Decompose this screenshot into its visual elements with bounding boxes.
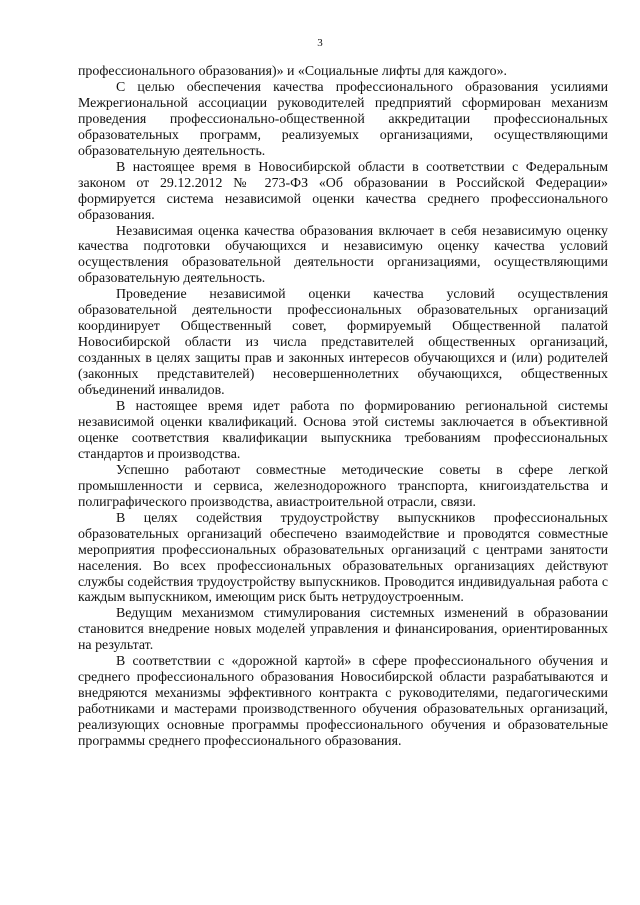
paragraph-accreditation: С целью обеспечения качества профессионального образования усилиями Межрегиональной ассоциации руководителей предприятий сформирован механизм проведения профессионально-общественной аккредитации профессиональных образовательных программ, реализуемых организациями, осуществляющими образовательную деятельность. [78,79,608,159]
paragraph-employment-assistance: В целях содействия трудоустройству выпускников профессиональных образовательных организаций обеспечено взаимодействие и проводятся совместные мероприятия профессиональных образовательных организаций с центрами занятости населения. Во всех профессиональных образовательных организациях действуют службы содействия трудоустройству выпускников. Проводится индивидуальная работа с каждым выпускником, имеющим риск быть нетрудоустроенным. [78,510,608,606]
paragraph-stimulation-mechanism: Ведущим механизмом стимулирования системных изменений в образовании становится внедрение новых моделей управления и финансирования, ориентированных на результат. [78,606,608,654]
paragraph-methodological-councils: Успешно работают совместные методические советы в сфере легкой промышленности и сервиса, железнодорожного транспорта, книгоиздательства и полиграфического производства, авиастроительной отрасли, связи. [78,462,608,510]
paragraph-independent-assessment-system: В настоящее время в Новосибирской области в соответствии с Федеральным законом от 29.12.2012 № 273-ФЗ «Об образовании в Российской Федерации» формируется система независимой оценки качества среднего профессионального образования. [78,159,608,223]
paragraph-public-council: Проведение независимой оценки качества условий осуществления образовательной деятельности профессиональных образовательных организаций координирует Общественный совет, формируемый Общественной палатой Новосибирской области из числа представителей общественных организаций, созданных в целях защиты прав и законных интересов обучающихся и (или) родителей (законных представителей) несовершеннолетних обучающихся, общественных объединений инвалидов. [78,287,608,399]
paragraph-qualifications-assessment: В настоящее время идет работа по формированию региональной системы независимой оценки квалификаций. Основа этой системы заключается в объективной оценке соответствия квалификации выпускника требованиям профессиональных стандартов и производства. [78,399,608,462]
paragraph-continuation: профессионального образования)» и «Социальные лифты для каждого». [78,64,508,79]
page-number: 3 [317,37,323,49]
paragraph-roadmap: В соответствии с «дорожной картой» в сфере профессионального обучения и среднего профессионального образования Новосибирской области разрабатываются и внедряются механизмы эффективного контракта с руководителями, педагогическими работниками и мастерами производственного обучения образовательных организаций, реализующих основные программы профессионального обучения и образовательные программы среднего профессионального образования. [78,654,608,750]
paragraph-assessment-definition: Независимая оценка качества образования включает в себя независимую оценку качества подготовки обучающихся и независимую оценку качества условий осуществления образовательной деятельности организациями, осуществляющими образовательную деятельность. [78,223,608,287]
document-body [78,64,608,750]
